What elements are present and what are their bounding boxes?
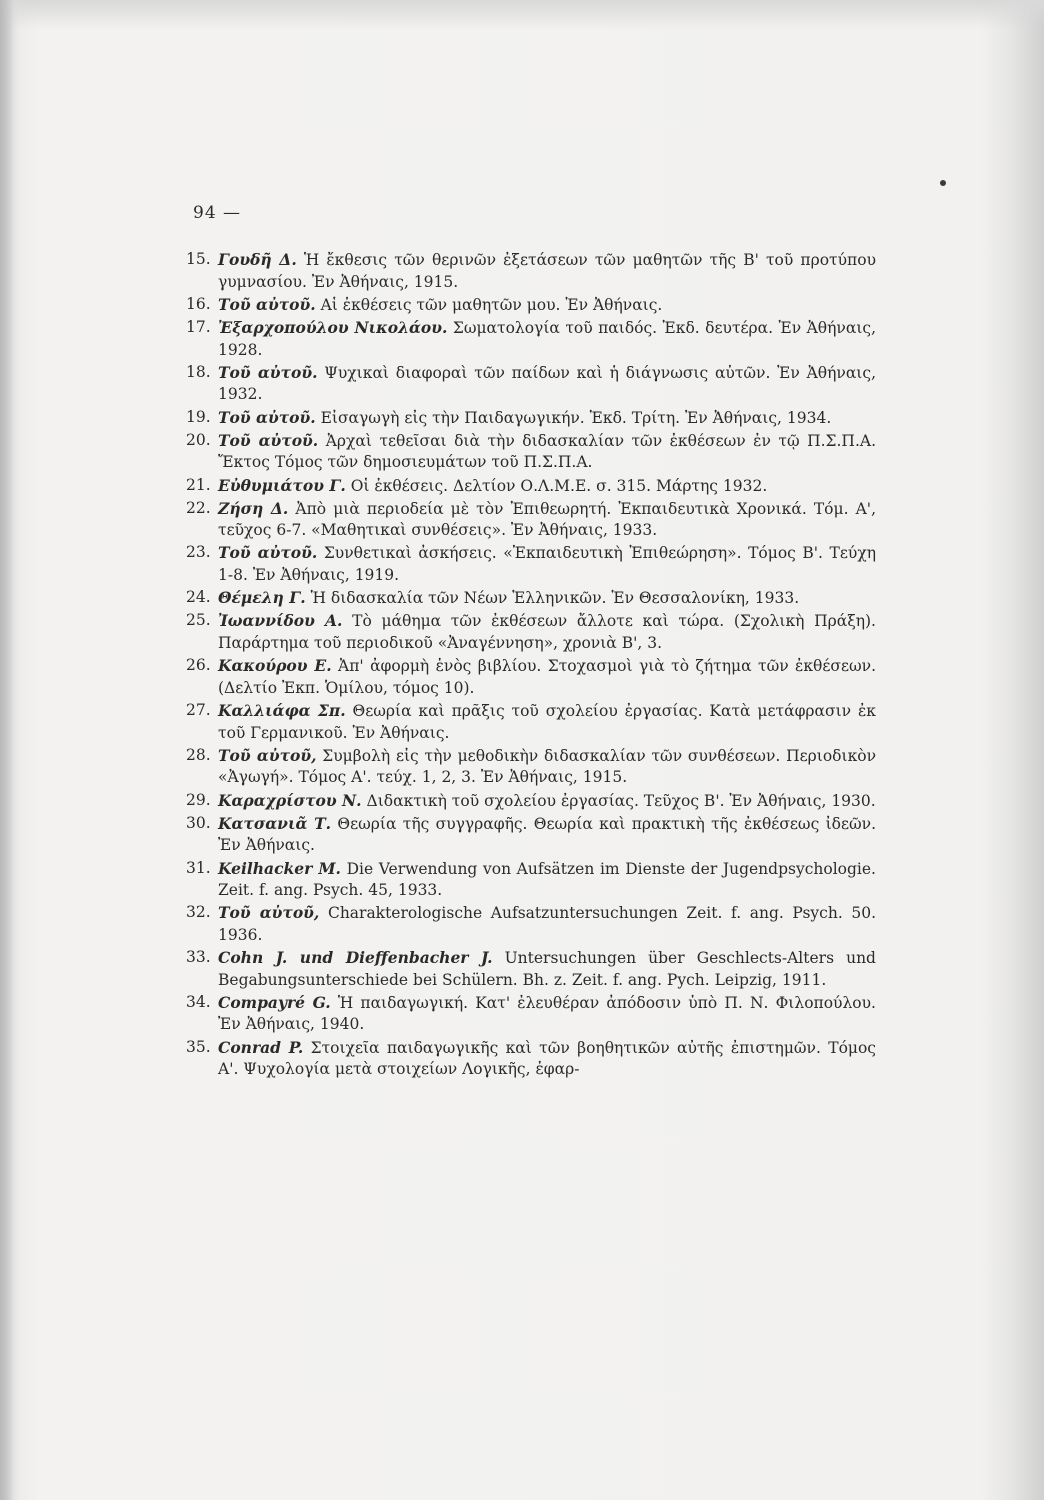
bibliography-list (186, 249, 876, 1081)
bibliography-entry (186, 407, 876, 430)
bibliography-entry (186, 947, 876, 991)
page-edge (0, 0, 14, 1500)
entry-number: 24. (186, 588, 211, 607)
entry-number: 22. (186, 498, 211, 517)
entry-author: Τοῦ αὐτοῦ. (218, 430, 319, 450)
bibliography-entry (186, 249, 876, 293)
entry-number: 15. (186, 250, 211, 268)
bibliography-entry (186, 992, 876, 1036)
bibliography-entry (186, 902, 876, 946)
entry-number: 19. (186, 407, 211, 426)
entry-author: Compayré G. (218, 992, 331, 1012)
entry-text: Ἀρχαὶ τεθεῖσαι διὰ τὴν διδασκαλίαν τῶν ἐκθέσεων ἐν τῷ Π.Σ.Π.Α. Ἔκτος Τόμος τῶν δημοσιευμάτων τοῦ Π.Σ.Π.Α. (218, 431, 876, 472)
entry-author: Ζήση Δ. (218, 498, 289, 518)
bibliography-entry (186, 610, 876, 654)
bibliography-entry (186, 745, 876, 789)
entry-number: 35. (186, 1037, 211, 1056)
bibliography-entry (186, 1037, 876, 1081)
bibliography-entry (186, 790, 876, 813)
entry-text: Ἡ διδασκαλία τῶν Νέων Ἑλληνικῶν. Ἐν Θεσσαλονίκη, 1933. (310, 589, 800, 608)
entry-author: Καραχρίστου Ν. (218, 790, 362, 810)
entry-author: Τοῦ αὐτοῦ. (218, 407, 316, 427)
entry-author: Εὐθυμιάτου Γ. (218, 475, 346, 495)
bibliography-entry (186, 542, 876, 586)
bibliography-entry (186, 430, 876, 474)
entry-author: Τοῦ αὐτοῦ. (218, 362, 318, 382)
entry-number: 33. (186, 948, 211, 967)
bibliography-entry (186, 294, 876, 317)
entry-text: Θεωρία καὶ πρᾶξις τοῦ σχολείου ἐργασίας. Κατὰ μετάφρασιν ἐκ τοῦ Γερμανικοῦ. Ἐν Ἀθήναις. (218, 702, 876, 742)
entry-author: Ἐξαρχοπούλου Νικολάου. (218, 317, 448, 337)
entry-text: Συμβολὴ εἰς τὴν μεθοδικὴν διδασκαλίαν τῶν συνθέσεων. Περιοδικὸν «Ἀγωγή». Τόμος Α'. τεύχ. 1, 2, 3. Ἐν Ἀθήναις, 1915. (218, 746, 877, 787)
entry-number: 30. (186, 813, 211, 832)
entry-author: Conrad P. (218, 1037, 304, 1057)
entry-number: 16. (186, 294, 211, 313)
entry-text: Die Verwendung von Aufsätzen im Dienste der Jugendpsychologie. Zeit. f. ang. Psych. 45, 1933. (218, 859, 876, 900)
entry-author: Cohn J. und Dieffenbacher J. (218, 948, 493, 968)
entry-text: Ἡ ἔκθεσις τῶν θερινῶν ἐξετάσεων τῶν μαθητῶν τῆς Β' τοῦ προτύπου γυμνασίου. Ἐν Ἀθήναις, 1915. (218, 251, 876, 291)
bibliography-entry (186, 700, 876, 744)
ink-dot (940, 180, 946, 186)
entry-author: Κακούρου Ε. (218, 656, 332, 676)
entry-text: Στοιχεῖα παιδαγωγικῆς καὶ τῶν βοηθητικῶν αὐτῆς ἐπιστημῶν. Τόμος Α'. Ψυχολογία μετὰ στοιχείων Λογικῆς, ἐφαρ- (218, 1038, 876, 1079)
bibliography-entry (186, 587, 876, 610)
entry-number: 18. (186, 362, 211, 381)
entry-author: Γουδῆ Δ. (218, 250, 297, 269)
entry-number: 26. (186, 656, 211, 675)
entry-text: Untersuchungen über Geschlects-Alters und Begabungsunterschiede bei Schülern. Bh. z. Zeit. f. ang. Pych. Leipzig, 1911. (218, 949, 876, 989)
bibliography-entry (186, 362, 876, 406)
entry-number: 21. (186, 475, 211, 494)
bibliography-entry (186, 498, 876, 542)
entry-number: 34. (186, 992, 211, 1011)
entry-author: Ἰωαννίδου Α. (218, 611, 343, 631)
entry-text: Ἀπ' ἀφορμὴ ἑνὸς βιβλίου. Στοχασμοὶ γιὰ τὸ ζήτημα τῶν ἐκθέσεων. (Δελτίο Ἐκπ. Ὁμίλου, τόμος 10). (218, 657, 877, 697)
top-shadow (0, 0, 1044, 30)
entry-text: Τὸ μάθημα τῶν ἐκθέσεων ἄλλοτε καὶ τώρα. (Σχολικὴ Πράξη). Παράρτημα τοῦ περιοδικοῦ «Ἀναγέννηση», χρονιὰ Β', 3. (218, 612, 876, 653)
entry-number: 27. (186, 701, 211, 719)
bibliography-entry (186, 858, 876, 902)
entry-author: Τοῦ αὐτοῦ, (218, 745, 317, 765)
entry-text: Ἡ παιδαγωγική. Κατ' ἐλευθέραν ἀπόδοσιν ὑπὸ Π. Ν. Φιλοπούλου. Ἐν Ἀθήναις, 1940. (218, 993, 876, 1034)
entry-text: Αἱ ἐκθέσεις τῶν μαθητῶν μου. Ἐν Ἀθήναις. (320, 295, 663, 314)
entry-text: Συνθετικαὶ ἀσκήσεις. «Ἐκπαιδευτικὴ Ἐπιθεώρηση». Τόμος Β'. Τεύχη 1-8. Ἐν Ἀθήναις, 1919. (218, 544, 876, 585)
entry-text: Charakterologische Aufsatzuntersuchungen Zeit. f. ang. Psych. 50. 1936. (218, 904, 877, 944)
entry-number: 28. (186, 745, 211, 764)
entry-number: 17. (186, 317, 211, 336)
entry-text: Ψυχικαὶ διαφοραὶ τῶν παίδων καὶ ἡ διάγνωσις αὐτῶν. Ἐν Ἀθήναις, 1932. (218, 363, 876, 404)
bibliography-entry (186, 317, 876, 361)
entry-text: Ἀπὸ μιὰ περιοδεία μὲ τὸν Ἐπιθεωρητή. Ἐκπαιδευτικὰ Χρονικά. Τόμ. Α', τεῦχος 6-7. «Μαθητικαὶ συνθέσεις». Ἐν Ἀθήναις, 1933. (218, 499, 876, 540)
page-number: 94 — (193, 203, 242, 223)
entry-text: Σωματολογία τοῦ παιδός. Ἐκδ. δευτέρα. Ἐν Ἀθήναις, 1928. (218, 318, 876, 359)
entry-number: 20. (186, 430, 211, 449)
entry-author: Τοῦ αὐτοῦ. (218, 543, 318, 563)
entry-number: 31. (186, 858, 211, 877)
entry-number: 23. (186, 543, 211, 562)
bibliography-entry (186, 475, 876, 498)
entry-text: Θεωρία τῆς συγγραφῆς. Θεωρία καὶ πρακτικὴ τῆς ἐκθέσεως ἰδεῶν. Ἐν Ἀθήναις. (218, 814, 876, 855)
entry-author: Καλλιάφα Σπ. (218, 701, 346, 720)
entry-number: 25. (186, 611, 211, 630)
entry-author: Κατσανιᾶ Τ. (218, 813, 332, 833)
entry-author: Θέμελη Γ. (218, 588, 306, 608)
entry-number: 29. (186, 790, 211, 809)
entry-text: Εἰσαγωγὴ εἰς τὴν Παιδαγωγικήν. Ἐκδ. Τρίτη. Ἐν Ἀθήναις, 1934. (320, 408, 832, 427)
entry-author: Τοῦ αὐτοῦ. (218, 294, 316, 314)
entry-text: Οἱ ἐκθέσεις. Δελτίον Ο.Λ.Μ.Ε. σ. 315. Μάρτης 1932. (350, 476, 768, 495)
entry-author: Keilhacker M. (218, 858, 341, 878)
entry-text: Διδακτικὴ τοῦ σχολείου ἐργασίας. Τεῦχος Β'. Ἐν Ἀθήναις, 1930. (366, 791, 876, 810)
bibliography-entry (186, 655, 876, 699)
entry-number: 32. (186, 903, 211, 922)
entry-author: Τοῦ αὐτοῦ, (218, 903, 320, 923)
bibliography-entry (186, 813, 876, 857)
